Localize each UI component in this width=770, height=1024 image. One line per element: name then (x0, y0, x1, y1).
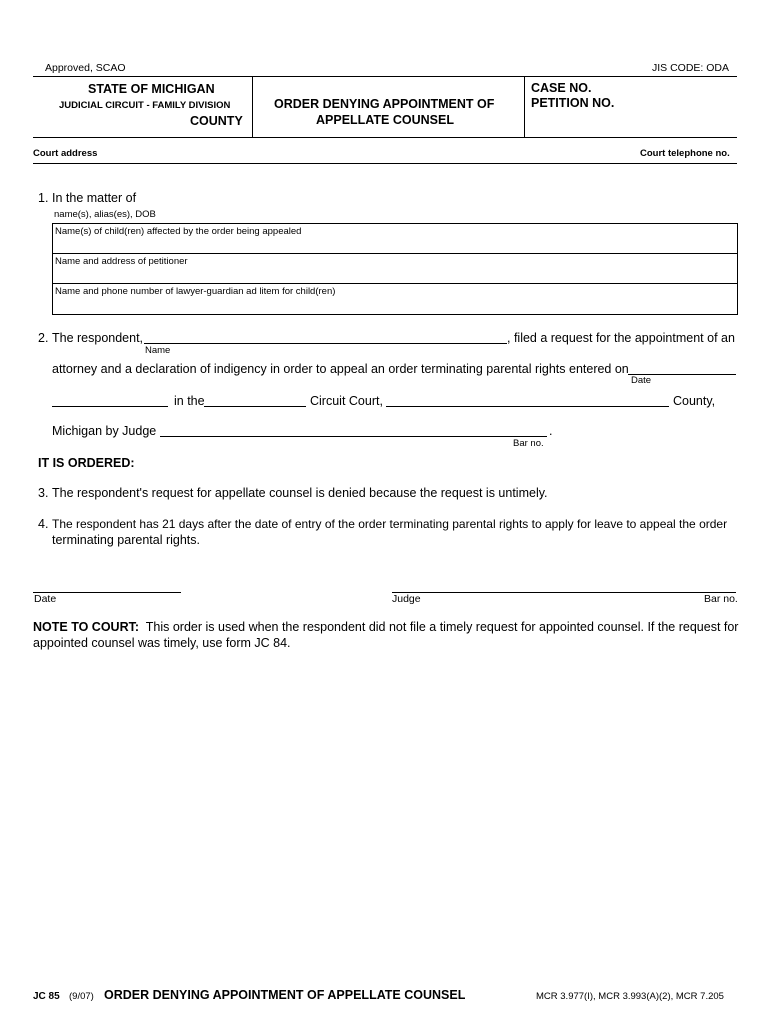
item3-number: 3. (38, 486, 49, 500)
header-divider-left (252, 77, 253, 137)
item1-number: 1. (38, 191, 49, 205)
footer-court-rules: MCR 3.977(I), MCR 3.993(A)(2), MCR 7.205 (536, 991, 724, 1002)
respondent-name-label: Name (145, 345, 171, 356)
in-the-text: in the (174, 394, 205, 408)
county-text: County, (673, 394, 716, 408)
judge-bar-no-label: Bar no. (513, 438, 544, 449)
judge-name-field[interactable] (160, 422, 547, 437)
item2-text-b: , filed a request for the appointment of an (507, 331, 735, 345)
approved-label: Approved, SCAO (45, 62, 126, 74)
case-number-label: CASE NO. (531, 81, 592, 95)
item1-sublabel: name(s), alias(es), DOB (54, 209, 156, 220)
state-name: STATE OF MICHIGAN (88, 82, 215, 96)
respondent-name-field[interactable] (144, 329, 507, 344)
petition-number-field[interactable] (620, 95, 720, 109)
item4-number: 4. (38, 517, 49, 531)
item2-line2: attorney and a declaration of indigency in order to appeal an order terminating parental rights entered on (52, 362, 629, 376)
children-row[interactable] (53, 224, 737, 254)
case-number-field[interactable] (600, 80, 720, 94)
county-label: COUNTY (190, 114, 243, 128)
jis-code: JIS CODE: ODA (652, 62, 730, 74)
it-is-ordered-heading: IT IS ORDERED: (38, 456, 135, 470)
footer-form-number: JC 85 (33, 991, 60, 1002)
court-name-field[interactable] (52, 392, 168, 407)
footer-title: ORDER DENYING APPOINTMENT OF APPELLATE COUNSEL (104, 988, 466, 1002)
petitioner-row[interactable] (53, 254, 737, 284)
note-line2: appointed counsel was timely, use form JC 84. (33, 636, 291, 650)
judge-period: . (549, 424, 553, 438)
signature-bar-no-label: Bar no. (704, 593, 738, 605)
header-bottom-rule (33, 137, 737, 138)
petition-number-label: PETITION NO. (531, 96, 615, 110)
court-telephone-label: Court telephone no. (640, 148, 730, 159)
children-label: Name(s) of child(ren) affected by the order being appealed (55, 226, 302, 237)
header-top-rule (33, 76, 737, 77)
signature-date-label: Date (34, 593, 57, 605)
header-divider-right (524, 77, 525, 137)
footer-revision: (9/07) (69, 991, 94, 1002)
item3-text: The respondent's request for appellate counsel is denied because the request is untimely. (52, 486, 548, 500)
item4-line2: terminating parental rights. (52, 533, 200, 547)
matter-box (52, 223, 738, 315)
judge-signature-field[interactable] (392, 578, 736, 593)
signature-judge-label: Judge (392, 593, 421, 605)
michigan-by-judge-text: Michigan by Judge (52, 424, 157, 438)
court-address-rule (33, 163, 737, 164)
note-to-court (33, 619, 743, 651)
circuit-number-field[interactable] (204, 392, 306, 407)
signature-date-field[interactable] (33, 578, 181, 593)
circuit-court-text: Circuit Court, (310, 394, 383, 408)
county-name-field[interactable] (386, 392, 669, 407)
court-address-label: Court address (33, 148, 98, 159)
item4-line1: The respondent has 21 days after the date of entry of the order terminating parental rights to apply for leave to appeal the order (52, 517, 728, 531)
item1-text: In the matter of (52, 191, 137, 205)
lawyer-guardian-label: Name and phone number of lawyer-guardian ad litem for child(ren) (55, 286, 336, 297)
form-title-line1: ORDER DENYING APPOINTMENT OF (274, 97, 495, 111)
entry-date-label: Date (631, 375, 652, 386)
form-title-line2: APPELLATE COUNSEL (316, 113, 454, 127)
note-label: NOTE TO COURT: (33, 620, 140, 634)
note-line1: This order is used when the respondent did not file a timely request for appointed counsel. If the request for (145, 620, 739, 634)
lawyer-guardian-row[interactable] (53, 284, 737, 314)
petitioner-label: Name and address of petitioner (55, 256, 188, 267)
item2-text-a: The respondent, (52, 331, 144, 345)
court-type: JUDICIAL CIRCUIT - FAMILY DIVISION (59, 100, 231, 111)
entry-date-field[interactable] (628, 360, 736, 375)
item2-number: 2. (38, 331, 49, 345)
